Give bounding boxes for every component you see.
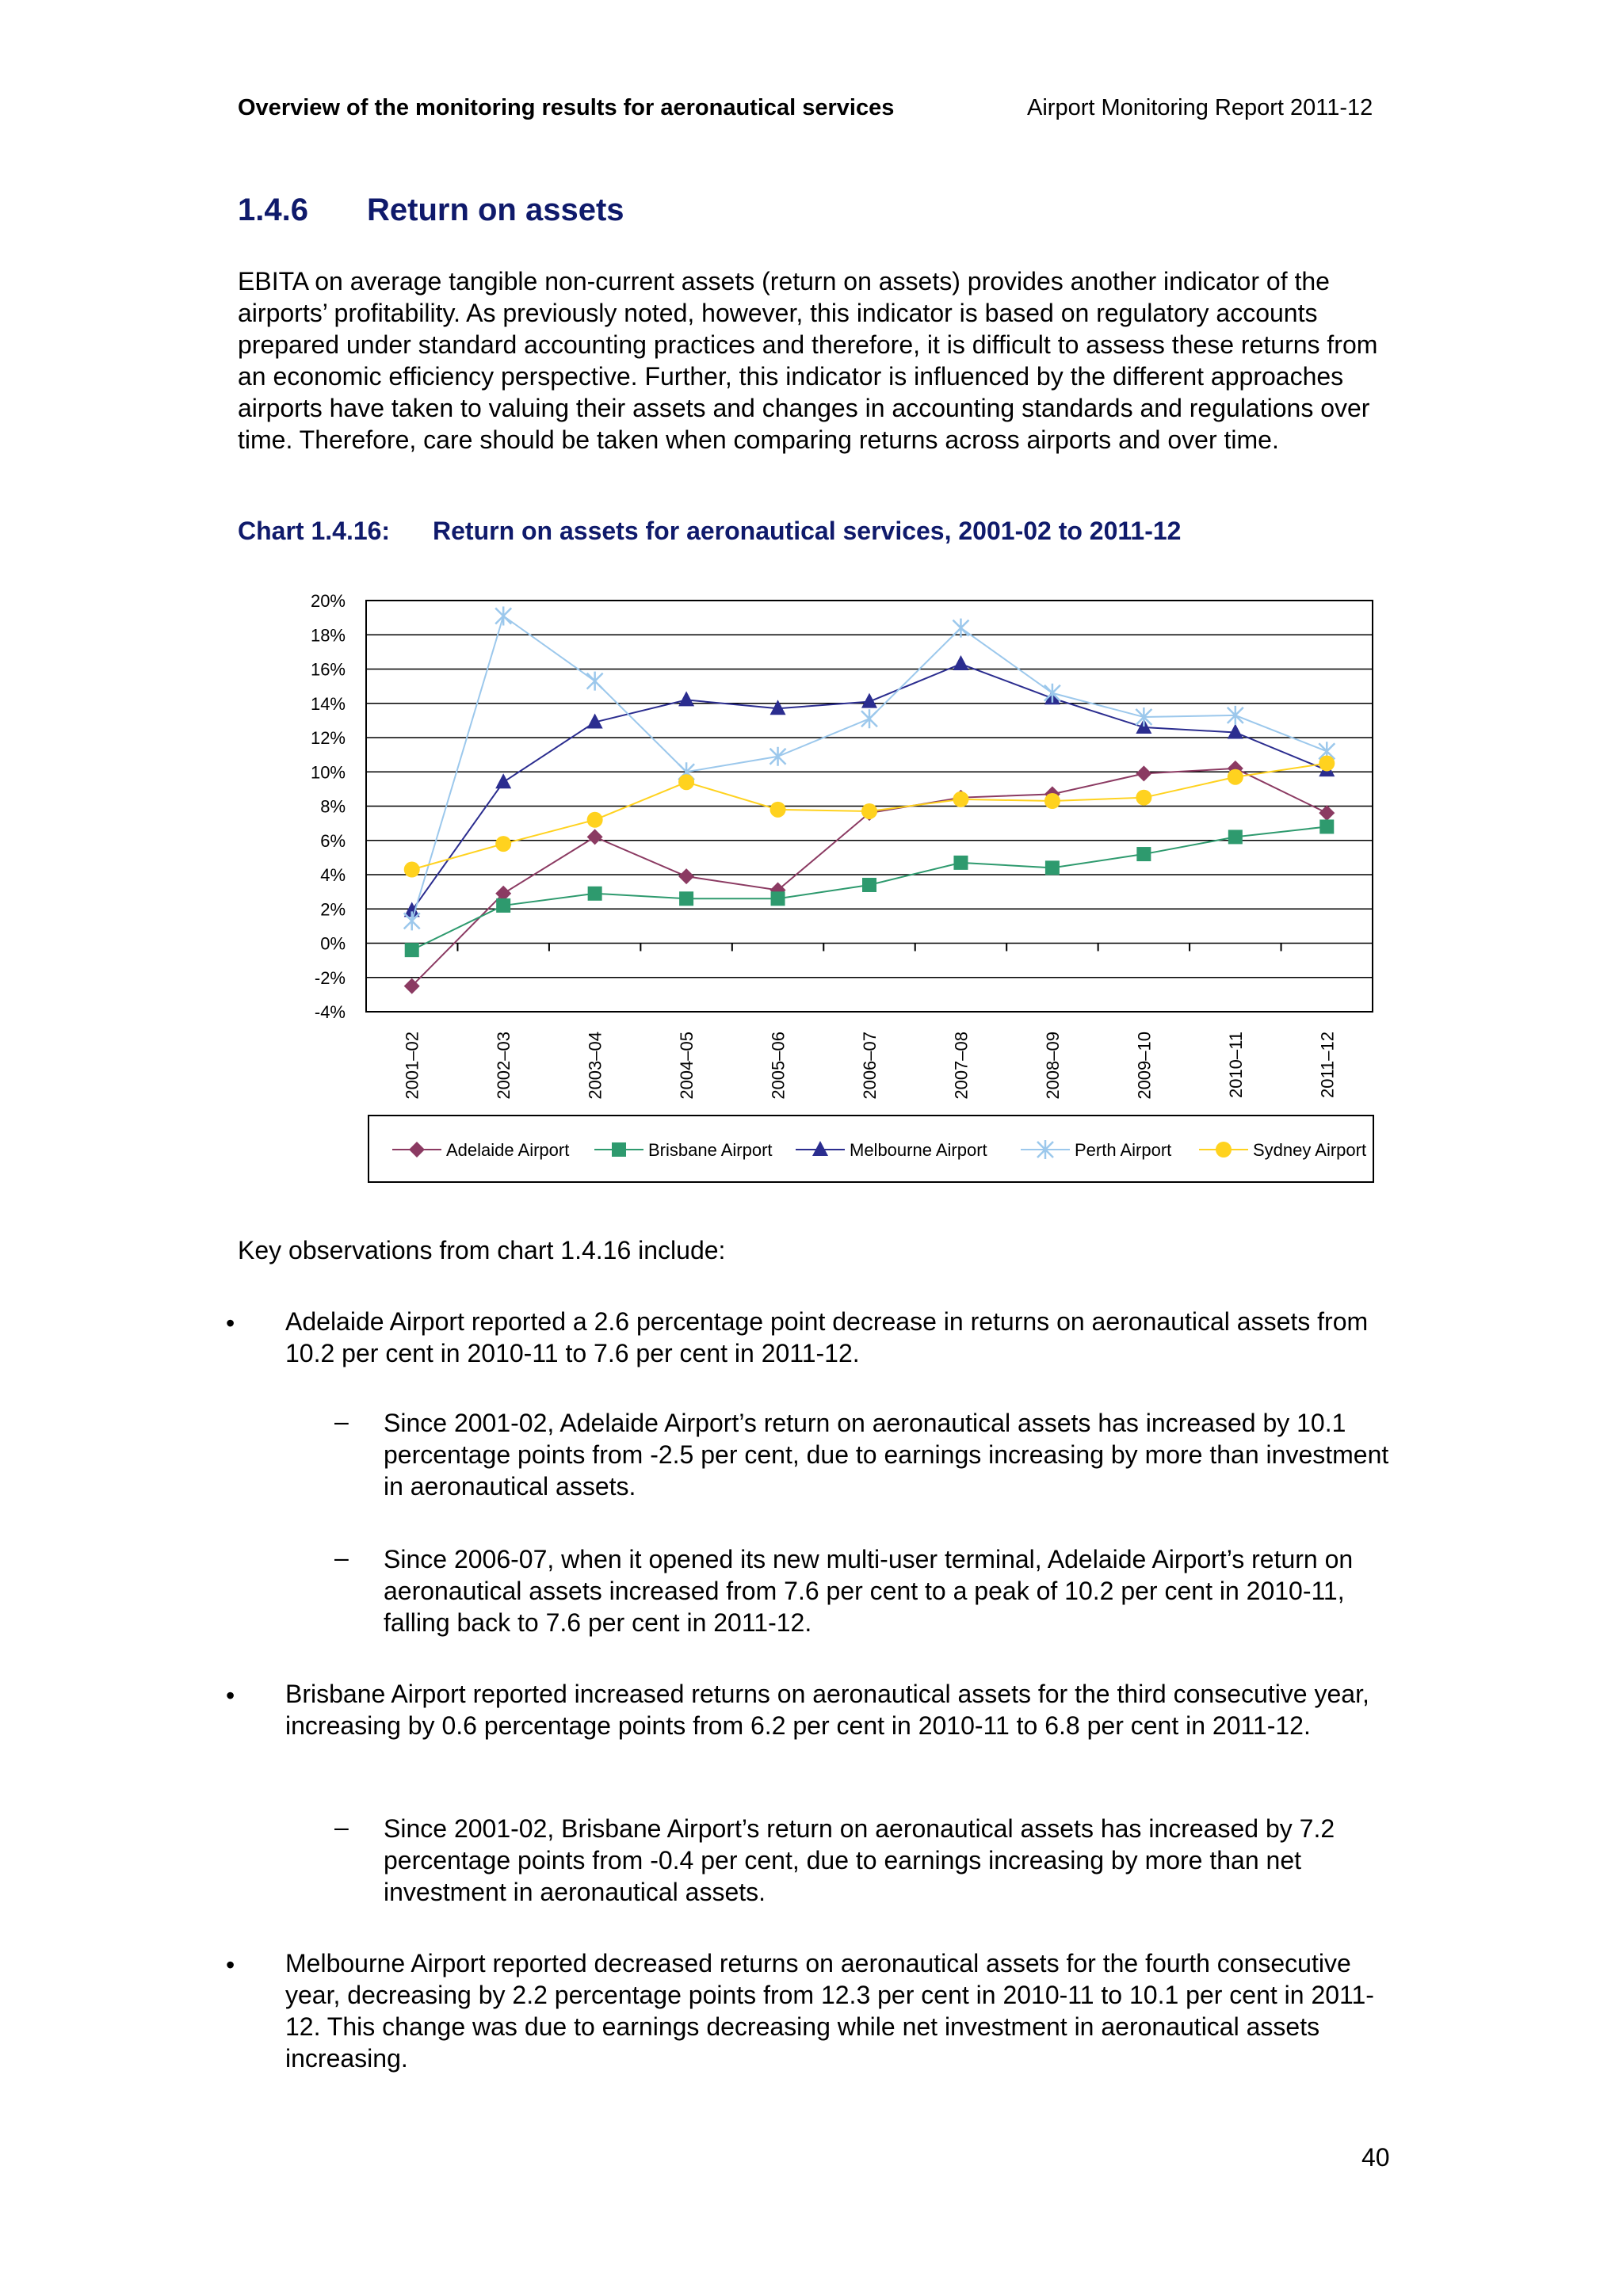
brisbane-airport-data-point <box>1319 819 1334 833</box>
y-tick-label: 16% <box>310 659 346 680</box>
section-title: Return on assets <box>367 193 624 227</box>
brisbane-airport-data-point <box>1045 860 1060 875</box>
sydney-airport-data-point <box>1136 790 1151 806</box>
chart-caption-title: Return on assets for aeronautical services, 2001-02 to 2011-12 <box>433 517 1182 545</box>
page-number: 40 <box>1361 2143 1390 2172</box>
brisbane-airport-data-point <box>679 891 693 906</box>
y-tick-label: 2% <box>320 899 346 920</box>
sydney-airport-data-point <box>404 862 420 878</box>
y-tick-label: 6% <box>320 830 346 851</box>
sydney-airport-data-point <box>678 774 694 790</box>
y-tick-label: 0% <box>320 933 346 954</box>
sydney-airport-data-point <box>1319 755 1335 771</box>
brisbane-airport-data-point <box>405 943 419 957</box>
running-header-right: Airport Monitoring Report 2011-12 <box>1027 95 1373 120</box>
dash-symbol: – <box>334 1813 349 1841</box>
x-tick-label: 2008–09 <box>1042 1032 1063 1100</box>
x-tick-label: 2001–02 <box>402 1032 422 1100</box>
sydney-airport-data-point <box>587 812 603 828</box>
observation-adelaide-sub-1: Since 2001-02, Adelaide Airport’s return on aeronautical assets has increased by 10.1 percentage points from -2.5 per cent, due to earnings increasing by more than investment in aeronautical assets. <box>384 1409 1389 1501</box>
sydney-airport-data-point <box>1044 793 1060 809</box>
x-tick-label: 2009–10 <box>1134 1032 1155 1100</box>
y-tick-label: 18% <box>310 625 346 646</box>
x-tick-label: 2002–03 <box>494 1032 514 1100</box>
brisbane-airport-data-point <box>862 878 876 892</box>
brisbane-airport-data-point <box>953 856 968 870</box>
x-tick-label: 2011–12 <box>1317 1032 1338 1099</box>
observations-intro: Key observations from chart 1.4.16 include: <box>238 1236 726 1264</box>
observation-brisbane: Brisbane Airport reported increased returns on aeronautical assets for the third consecutive year, increasing by 0.6 percentage points from 6.2 per cent in 2010-11 to 6.8 per cent in 2011-12. <box>285 1680 1369 1740</box>
x-tick-label: 2007–08 <box>951 1032 972 1100</box>
observation-adelaide: Adelaide Airport reported a 2.6 percentage point decrease in returns on aeronautical assets from 10.2 per cent in 2010-11 to 7.6 per cent in 2011-12. <box>285 1307 1369 1367</box>
y-tick-label: 4% <box>320 865 346 885</box>
sydney-airport-data-point <box>770 802 786 818</box>
dash-symbol: – <box>334 1543 349 1572</box>
bullet-symbol: • <box>226 1309 235 1337</box>
brisbane-airport-data-point <box>1136 847 1151 861</box>
x-tick-label: 2003–04 <box>585 1032 605 1100</box>
y-tick-label: 20% <box>310 591 346 611</box>
x-tick-label: 2006–07 <box>860 1032 880 1100</box>
brisbane-airport-data-point <box>771 891 785 906</box>
legend-label-perth-airport: Perth Airport <box>1075 1140 1172 1160</box>
legend-marker <box>1216 1142 1232 1158</box>
observation-melbourne: Melbourne Airport reported decreased returns on aeronautical assets for the fourth consecutive year, decreasing by 2.2 percentage points from 12.3 per cent in 2010-11 to 10.1 per cent in 2011-12. This change was due to earnings decreasing while net investment in aeronautical assets increasing. <box>285 1949 1374 2073</box>
brisbane-airport-data-point <box>588 887 602 901</box>
sydney-airport-data-point <box>1228 769 1243 785</box>
section-number: 1.4.6 <box>238 193 308 227</box>
sydney-airport-data-point <box>953 791 968 807</box>
y-tick-label: 14% <box>310 693 346 714</box>
y-tick-label: -4% <box>314 1002 346 1022</box>
brisbane-airport-data-point <box>1228 830 1243 844</box>
sydney-airport-data-point <box>861 803 877 819</box>
y-tick-label: 10% <box>310 762 346 783</box>
y-tick-label: 12% <box>310 728 346 748</box>
x-tick-label: 2010–11 <box>1225 1032 1246 1099</box>
y-tick-label: 8% <box>320 796 346 817</box>
running-header-left: Overview of the monitoring results for aeronautical services <box>238 95 895 120</box>
dash-symbol: – <box>334 1407 349 1436</box>
legend-marker <box>612 1142 626 1157</box>
bullet-symbol: • <box>226 1951 235 1979</box>
brisbane-airport-data-point <box>496 898 510 913</box>
legend-label-melbourne-airport: Melbourne Airport <box>850 1140 987 1160</box>
y-tick-label: -2% <box>314 967 346 988</box>
x-tick-label: 2005–06 <box>768 1032 789 1100</box>
observation-adelaide-sub-2: Since 2006-07, when it opened its new multi-user terminal, Adelaide Airport’s return on aeronautical assets increased from 7.6 per cent to a peak of 10.2 per cent in 2010-11, falling back to 7.6 per cent in 2011-12. <box>384 1545 1354 1637</box>
bullet-symbol: • <box>226 1681 235 1710</box>
chart-caption-number: Chart 1.4.16: <box>238 517 391 545</box>
observation-brisbane-sub-1: Since 2001-02, Brisbane Airport’s return on aeronautical assets has increased by 7.2 percentage points from -0.4 per cent, due to earnings increasing by more than net investment in aeronautical assets. <box>384 1814 1335 1906</box>
x-tick-label: 2004–05 <box>677 1032 697 1100</box>
legend-label-brisbane-airport: Brisbane Airport <box>648 1140 773 1160</box>
legend-label-adelaide-airport: Adelaide Airport <box>446 1140 570 1160</box>
sydney-airport-data-point <box>495 836 511 852</box>
legend-label-sydney-airport: Sydney Airport <box>1253 1140 1367 1160</box>
intro-paragraph: EBITA on average tangible non-current assets (return on assets) provides another indicator of the airports’ profitability. As previously noted, however, this indicator is based on regulatory accounts prepared under standard accounting practices and therefore, it is difficult to assess these returns from an economic efficiency perspective. Further, this indicator is influenced by the different approaches airports have taken to valuing their assets and changes in accounting standards and regulations over time. Therefore, care should be taken when comparing returns across airports and over time. <box>238 267 1378 454</box>
